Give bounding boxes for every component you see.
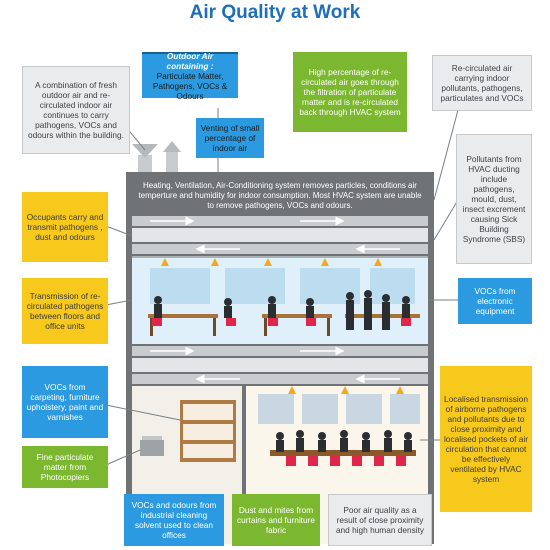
hvac-system-banner <box>132 178 428 214</box>
occupants-callout <box>22 192 108 262</box>
meeting-attendees <box>276 430 412 452</box>
fresh-air-mix-text: A combination of fresh outdoor air and re-circulated indoor air continues to carry pathogens, VOCs and odours within the building. <box>28 79 124 141</box>
localised-transmission-text: Localised transmission of airborne pathogens and pollutants due to close proximity and localised pockets of air circulation that cannot be effectively ventilated by HVAC system <box>444 393 528 485</box>
outdoor-air-body: Particulate Matter, Pathogens, VOCs & Odours <box>152 70 228 102</box>
localised-transmission-callout <box>440 366 532 512</box>
carpeting-text: VOCs from carpeting, furniture upholstery, paint and varnishes <box>26 381 104 423</box>
filtration-callout <box>293 52 407 132</box>
outdoor-air-heading: Outdoor Air containing : <box>166 50 214 71</box>
carpeting-callout <box>22 366 108 438</box>
dust-mites-text: Dust and mites from curtains and furniture fabric <box>237 504 315 536</box>
venting-callout <box>196 118 264 158</box>
diagram-title: Air Quality at Work <box>189 2 361 23</box>
hvac-ducting-callout <box>456 134 532 264</box>
window-panes <box>150 268 415 304</box>
outdoor-air-callout <box>142 50 238 102</box>
recirculated-air-text: Re-circulated air carrying indoor pollutants, pathogens, particulates and VOCs <box>440 62 524 104</box>
cleaning-solvent-callout <box>124 494 224 546</box>
filtration-text: High percentage of re-circulated air goes through the filtration of particulate matter and is re-circulated back through HVAC system <box>299 66 401 118</box>
hvac-system-text: Heating, Ventilation, Air-Conditioning system removes particles, conditions air temperture and humidity for indoor consumption. Most HVAC system are unable to remove pathogens, VOCs and odours. <box>138 181 422 210</box>
occupants-text: Occupants carry and transmit pathogens , dust and odours <box>26 211 104 243</box>
fresh-air-mix-callout <box>22 66 130 154</box>
hvac-ducting-text: Pollutants from HVAC ducting include pathogens, mould, dust, insect excrement causing Sick Building Syndrome (SBS) <box>462 153 526 245</box>
electronic-equipment-callout <box>458 278 532 324</box>
poor-air-quality-callout <box>328 494 432 546</box>
recirculated-air-callout <box>432 55 532 111</box>
dust-mites-callout <box>232 494 320 546</box>
electronic-equipment-text: VOCs from electronic equipment <box>474 285 516 317</box>
cleaning-solvent-text: VOCs and odours from industrial cleaning solvent used to clean offices <box>131 499 217 541</box>
transmission-callout <box>22 278 108 344</box>
air-intake-duct <box>132 141 181 176</box>
transmission-text: Transmission of re-circulated pathogens between floors and office units <box>26 290 104 332</box>
photocopiers-callout <box>22 446 108 488</box>
photocopiers-text: Fine particulate matter from Photocopiers <box>36 451 94 483</box>
venting-text: Venting of small percentage of indoor air <box>200 122 260 154</box>
poor-air-quality-text: Poor air quality as a result of close proximity and high human density <box>335 504 425 536</box>
photocopier <box>140 436 164 456</box>
bookshelf <box>180 400 236 462</box>
